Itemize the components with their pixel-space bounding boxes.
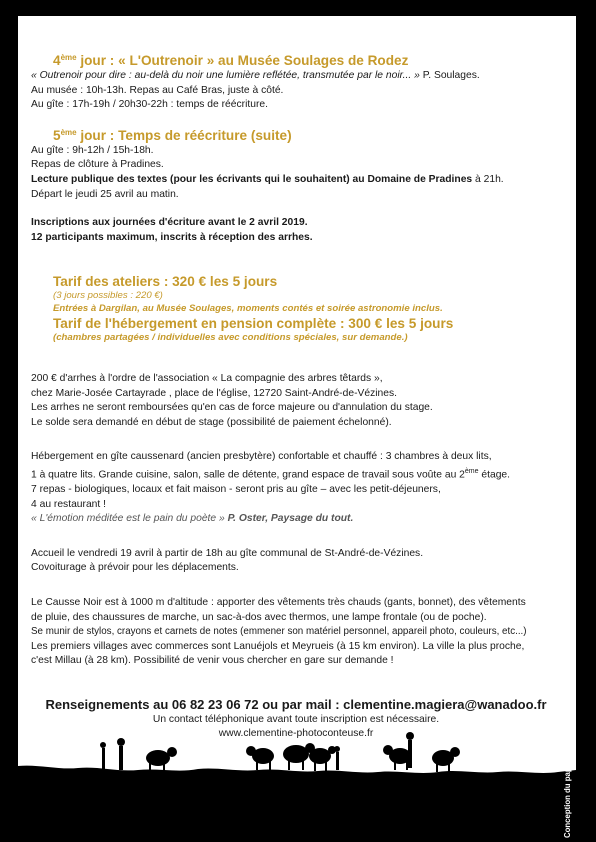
day5-ordinal: ème xyxy=(60,127,77,137)
spacer xyxy=(31,344,561,372)
day5-reading-bold: Lecture publique des textes (pour les écrivants qui le souhaitent) au Domaine de Pradines xyxy=(31,173,473,185)
hebergement-rooms xyxy=(31,465,561,483)
day4-quote-text: « Outrenoir pour dire : au-delà du noir une lumière reflétée, transmutée par le noir... » xyxy=(31,70,420,81)
hebergement-quote-text: « L'émotion méditée est le pain du poète » xyxy=(31,513,225,525)
tarif-hebergement-title: Tarif de l'hébergement en pension complète : 300 € les 5 jours xyxy=(53,315,454,331)
tarif-hebergement-note: (chambres partagées / individuelles avec conditions spéciales, sur demande.) xyxy=(53,331,408,343)
spacer xyxy=(31,669,561,697)
inscription-capacity: 12 participants maximum, inscrits à réception des arrhes. xyxy=(31,231,313,243)
spacer xyxy=(31,113,561,127)
day4-quote-author: P. Soulages. xyxy=(419,70,480,81)
tarif-ateliers-option: (3 jours possibles : 220 €) xyxy=(53,290,163,302)
day5-heading xyxy=(31,127,561,144)
causse-line-3: Se munir de stylos, crayons et carnets de notes (emmener son matériel personnel, appareil photo, couleurs, etc...) xyxy=(31,626,527,638)
tarif-ateliers-included: Entrées à Dargilan, au Musée Soulages, moments contés et soirée astronomie inclus. xyxy=(53,302,443,314)
sheep-icons xyxy=(100,732,460,772)
spacer xyxy=(31,527,561,547)
contact-renseignements: Renseignements au 06 82 23 06 72 ou par mail : clementine.magiera@wanadoo.fr xyxy=(45,696,547,712)
arrhes-address: chez Marie-Josée Cartayrade , place de l'église, 12720 Saint-André-de-Vézines. xyxy=(31,387,397,399)
accueil-covoiturage: Covoiturage à prévoir pour les déplacements. xyxy=(31,562,239,574)
day4-number: 4 xyxy=(53,53,61,68)
spacer xyxy=(31,576,561,596)
flyer-page xyxy=(18,16,576,816)
causse-line-2: de pluie, des chaussures de marche, un sac-à-dos avec thermos, une lampe frontale (ou de poche). xyxy=(31,611,487,623)
arrhes-refund: Les arrhes ne seront remboursées qu'en cas de force majeure ou d'annulation du stage. xyxy=(31,402,433,414)
day4-quote xyxy=(31,69,561,84)
causse-line-4: Les premiers villages avec commerces sont Lanuéjols et Meyrueis (à 15 km environ). La ville la plus proche, xyxy=(31,640,525,652)
day5-departure-line: Départ le jeudi 25 avril au matin. xyxy=(31,188,179,200)
hebergement-quote xyxy=(31,512,561,527)
hebergement-line: Hébergement en gîte caussenard (ancien presbytère) confortable et chauffé : 3 chambres à deux lits, xyxy=(31,451,492,463)
day5-title: jour : Temps de réécriture (suite) xyxy=(76,127,292,143)
contact-website[interactable]: www.clementine-photoconteuse.fr xyxy=(218,728,374,740)
day4-ordinal: ème xyxy=(60,53,77,62)
hebergement-rooms-text: 1 à quatre lits. Grande cuisine, salon, salle de détente, grand espace de travail sous voûte au 2 xyxy=(31,469,465,481)
spacer xyxy=(31,245,561,273)
day5-reading-line xyxy=(31,173,561,188)
sheep-silhouette-footer xyxy=(18,706,576,816)
side-credit: Conception du papillon : C. Magiera assistée de M. Fleuriot pour la réalisation xyxy=(563,549,572,838)
accueil-line: Accueil le vendredi 19 avril à partir de 18h au gîte communal de St-André-de-Vézines. xyxy=(31,547,424,559)
causse-line-5: c'est Millau (à 28 km). Possibilité de venir vous chercher en gare sur demande ! xyxy=(31,655,394,667)
spacer xyxy=(31,430,561,450)
day5-meal-line: Repas de clôture à Pradines. xyxy=(31,159,164,171)
arrhes-balance: Le solde sera demandé en début de stage (possibilité de paiement échelonné). xyxy=(31,416,392,428)
spacer xyxy=(31,202,561,216)
day5-number: 5 xyxy=(53,127,61,143)
ground-silhouette xyxy=(18,766,576,816)
day5-reading-time: à 21h. xyxy=(472,173,504,185)
hebergement-quote-author: P. Oster, Paysage du tout. xyxy=(224,513,354,525)
tarif-ateliers-title: Tarif des ateliers : 320 € les 5 jours xyxy=(53,274,278,290)
day4-title: jour : « L'Outrenoir » au Musée Soulages de Rodez xyxy=(76,53,409,68)
day4-gite-line: Au gîte : 17h-19h / 20h30-22h : temps de réécriture. xyxy=(31,99,268,111)
causse-line-1: Le Causse Noir est à 1000 m d'altitude : apporter des vêtements très chauds (gants, bonnet), des vêtements xyxy=(31,596,526,608)
hebergement-restaurant: 4 au restaurant ! xyxy=(31,498,106,510)
day4-museum-line: Au musée : 10h-13h. Repas au Café Bras, juste à côté. xyxy=(31,84,284,96)
day5-gite-line: Au gîte : 9h-12h / 15h-18h. xyxy=(31,144,154,156)
hebergement-rooms-sup: ème xyxy=(464,467,479,475)
contact-note: Un contact téléphonique avant toute inscription est nécessaire. xyxy=(152,713,440,725)
inscription-deadline: Inscriptions aux journées d'écriture avant le 2 avril 2019. xyxy=(31,217,308,229)
day4-heading xyxy=(31,52,561,69)
hebergement-meals: 7 repas - biologiques, locaux et fait maison - seront pris au gîte – avec les petit-déjeuners, xyxy=(31,483,441,495)
flyer-content xyxy=(31,52,561,742)
hebergement-rooms-end: étage. xyxy=(478,469,511,481)
arrhes-line: 200 € d'arrhes à l'ordre de l'association « La compagnie des arbres têtards », xyxy=(31,372,383,384)
